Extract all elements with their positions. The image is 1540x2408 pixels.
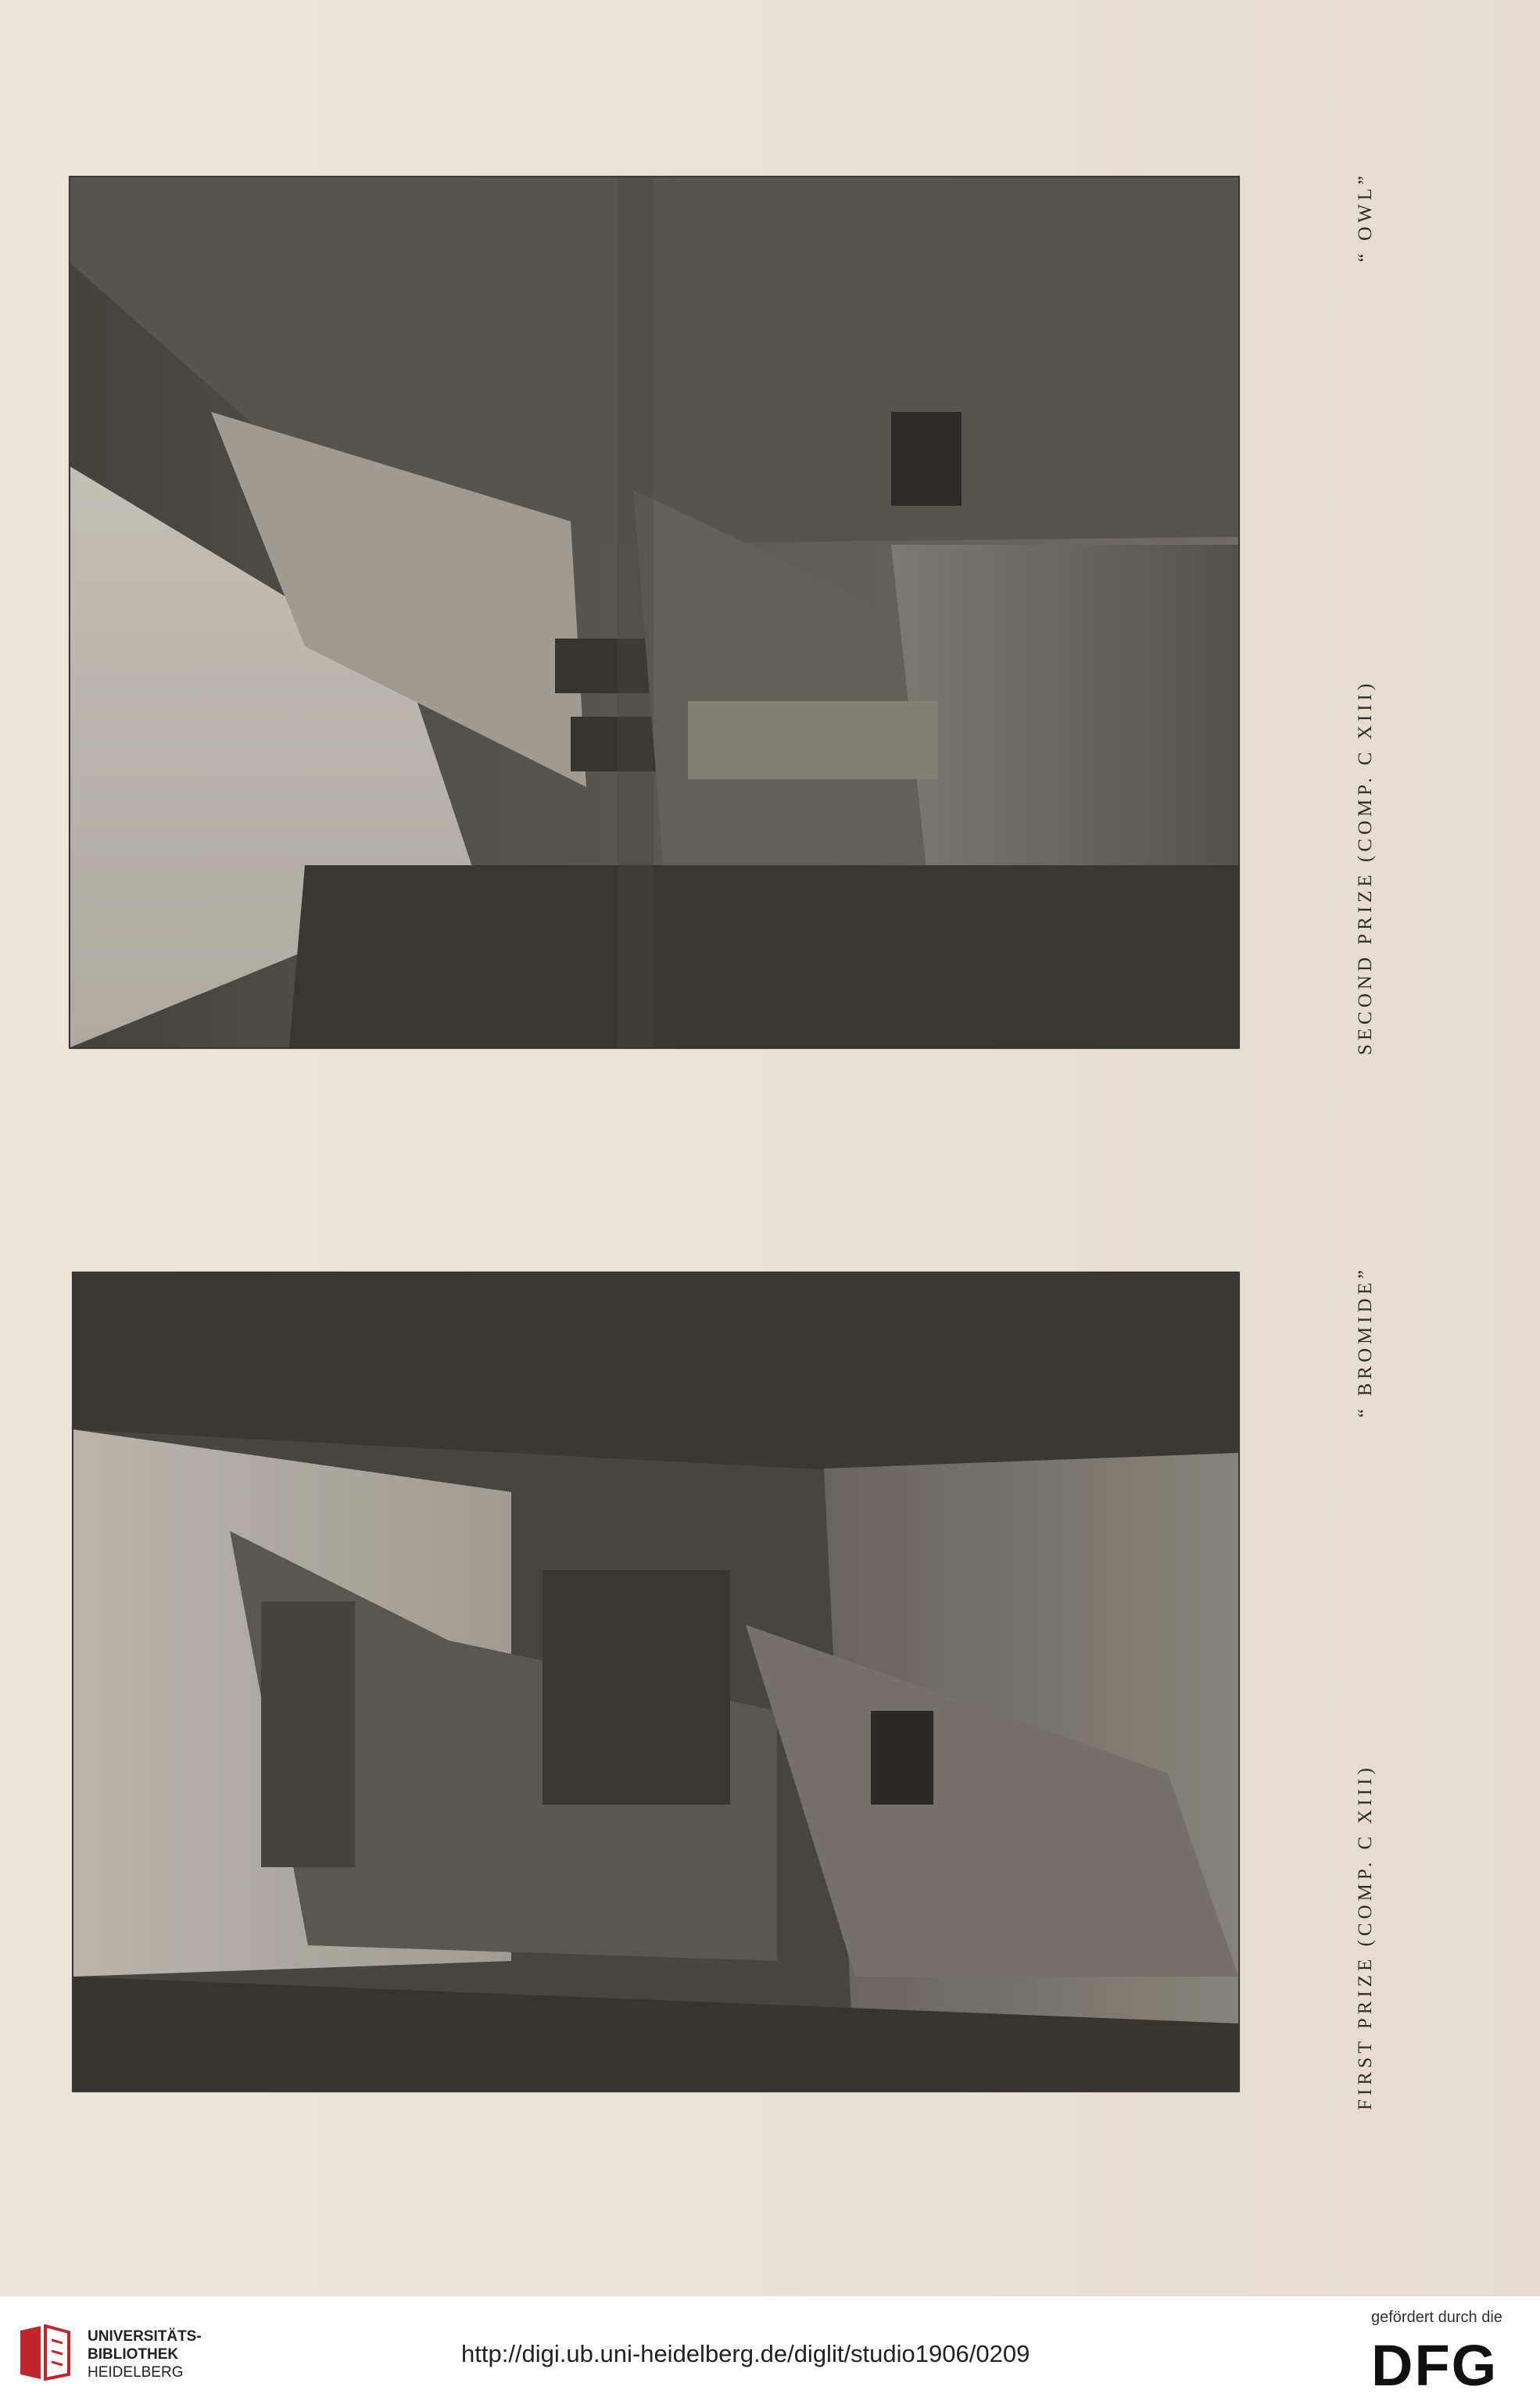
- street-photo-bromide: [73, 1273, 1238, 2091]
- plate-caption-first-prize: FIRST PRIZE (COMP. C XIII): [1355, 1764, 1376, 2110]
- university-library-name: [88, 2327, 202, 2381]
- photo-plate-owl: [69, 176, 1240, 1049]
- logo-line-3: HEIDELBERG: [88, 2364, 184, 2381]
- photo-plate-bromide: [72, 1272, 1240, 2092]
- logo-line-2: BIBLIOTHEK: [88, 2346, 179, 2363]
- dfg-logo: DFG: [1371, 2333, 1499, 2398]
- digital-copy-link[interactable]: http://digi.ub.uni-heidelberg.de/diglit/studio1906/0209: [461, 2340, 1030, 2367]
- plate-caption-second-prize: SECOND PRIZE (COMP. C XIII): [1355, 679, 1376, 1055]
- plate-caption-owl: “ OWL”: [1355, 172, 1376, 263]
- street-photo-owl: [70, 177, 1238, 1047]
- university-library-logo-icon: [17, 2324, 72, 2381]
- digitization-footer: [0, 2296, 1540, 2408]
- plate-caption-bromide: “ BROMIDE”: [1355, 1266, 1376, 1418]
- show-through-text: [563, 84, 892, 121]
- funded-by-label: gefördert durch die: [1371, 2309, 1502, 2326]
- logo-line-1: UNIVERSITÄTS-: [88, 2328, 202, 2345]
